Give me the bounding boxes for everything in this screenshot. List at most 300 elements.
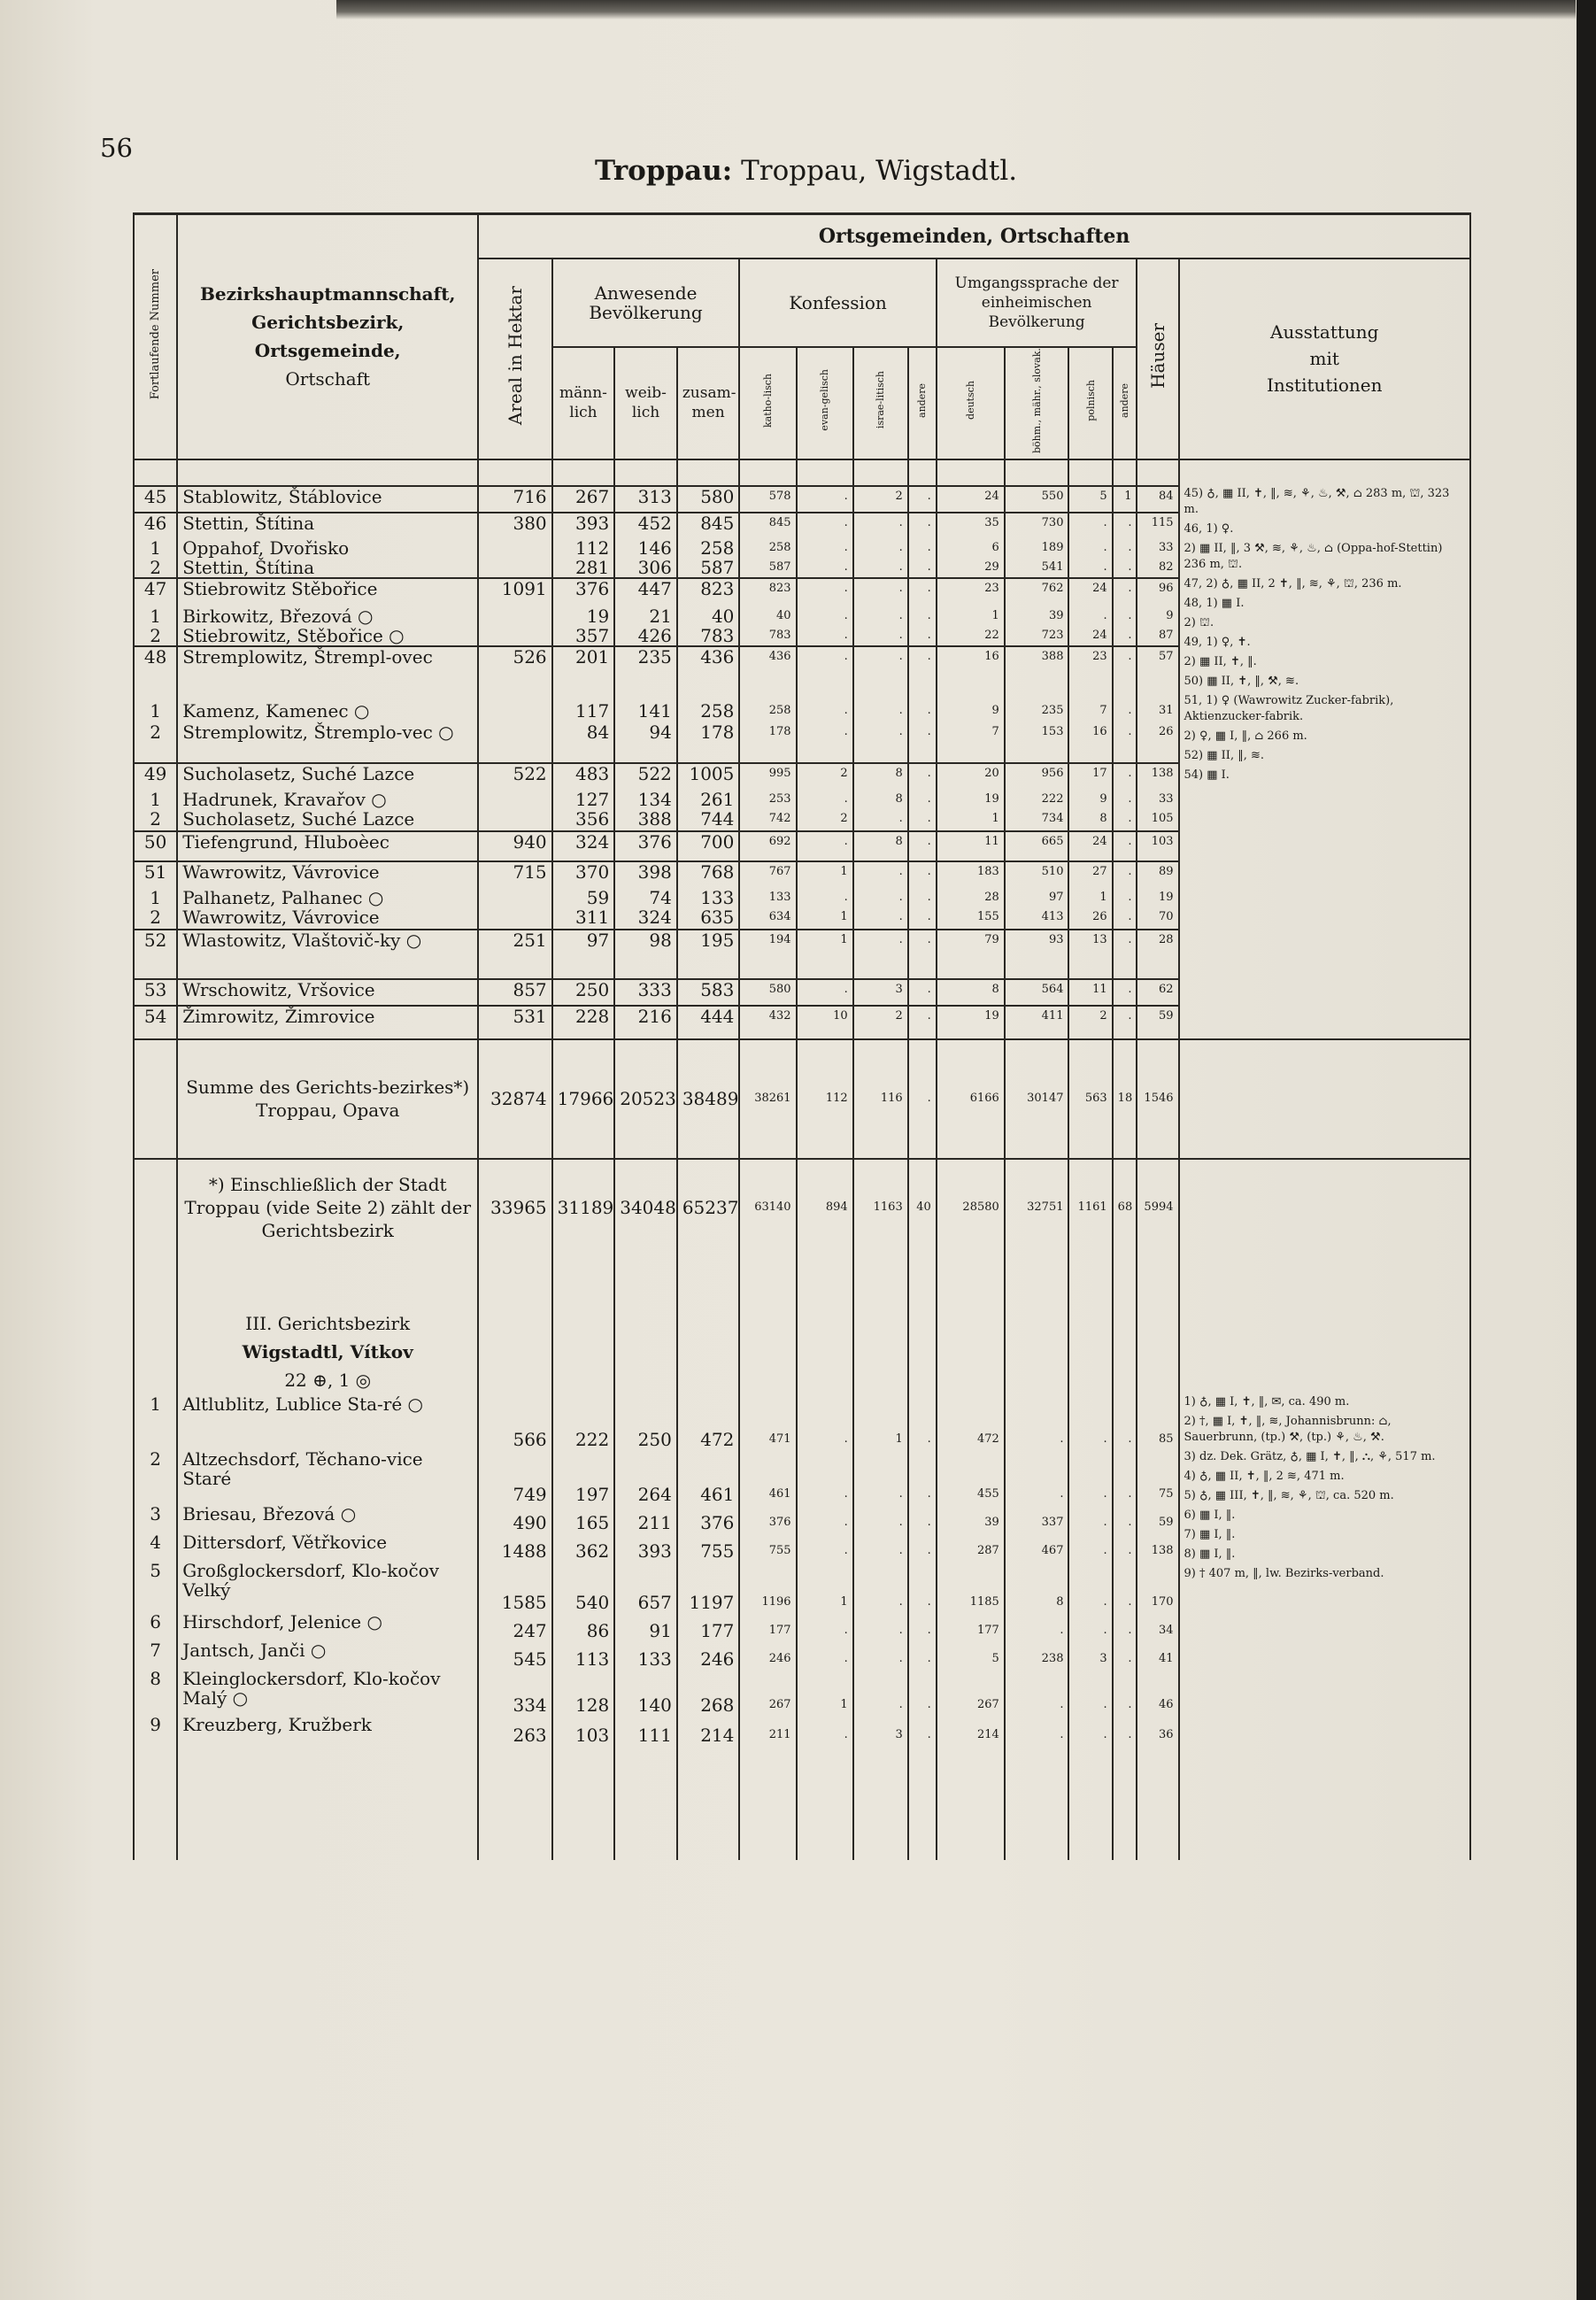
col-zusammen: zusam-men <box>677 347 740 459</box>
cell-m: 362 <box>552 1532 615 1561</box>
cell-b: 30147 <box>1005 1039 1069 1159</box>
place-name: Altlublitz, Lublice Sta-ré ○ <box>177 1394 478 1449</box>
cell-b: 32751 <box>1005 1159 1069 1256</box>
cell-h: 31 <box>1137 701 1178 722</box>
spacer-cell <box>853 1256 908 1394</box>
cell-m: 97 <box>552 930 615 979</box>
cell-k: 823 <box>739 578 796 606</box>
cell-i: 3 <box>853 1715 908 1745</box>
cell-z: 195 <box>677 930 740 979</box>
institution-entry: 9) † 407 m, ‖, lw. Bezirks-verband. <box>1184 1566 1384 1580</box>
spacer-cell <box>478 1745 551 1860</box>
col-maennlich: männ-lich <box>552 347 615 459</box>
cell-h: 138 <box>1137 763 1178 790</box>
cell-a: . <box>908 1715 937 1745</box>
cell-d: 22 <box>937 626 1005 646</box>
cell-d: 29 <box>937 558 1005 578</box>
cell-w: 522 <box>614 763 677 790</box>
place-name: Stettin, Štítina <box>177 558 478 578</box>
cell-i: . <box>853 606 908 626</box>
cell-a: . <box>908 1612 937 1640</box>
spacer-cell <box>1137 1256 1178 1394</box>
spacer-cell <box>1005 1256 1069 1394</box>
cell-m: 113 <box>552 1640 615 1669</box>
cell-a: . <box>908 646 937 701</box>
cell-k: 253 <box>739 790 796 809</box>
cell-o: . <box>1113 558 1137 578</box>
row-number: 54 <box>134 1006 177 1039</box>
cell-e: . <box>797 1532 853 1561</box>
cell-areal: 749 <box>478 1449 551 1504</box>
cell-h: 19 <box>1137 888 1178 907</box>
cell-w: 21 <box>614 606 677 626</box>
cell-m: 483 <box>552 763 615 790</box>
cell-m: 393 <box>552 513 615 538</box>
cell-e: 1 <box>797 930 853 979</box>
cell-p: 24 <box>1068 626 1112 646</box>
filler-row <box>134 1745 1470 1860</box>
cell-p: . <box>1068 1561 1112 1612</box>
cell-m: 250 <box>552 979 615 1006</box>
cell-k: 634 <box>739 907 796 930</box>
cell-areal <box>478 888 551 907</box>
row-number: 7 <box>134 1640 177 1669</box>
cell-p: 9 <box>1068 790 1112 809</box>
cell-a: . <box>908 930 937 979</box>
cell-m: 117 <box>552 701 615 722</box>
spacer-cell <box>937 459 1005 486</box>
cell-p: 13 <box>1068 930 1112 979</box>
cell-i: 3 <box>853 979 908 1006</box>
section-header-row <box>134 1256 1470 1394</box>
institution-entry: 3) dz. Dek. Grätz, ♁, ▦ I, ✝, ‖, ⛬, ⚘, 517 m. <box>1184 1449 1436 1463</box>
cell-w: 376 <box>614 831 677 861</box>
cell-z: 580 <box>677 486 740 513</box>
cell-a: . <box>908 763 937 790</box>
cell-e: 10 <box>797 1006 853 1039</box>
cell-p: 7 <box>1068 701 1112 722</box>
cell-b: 337 <box>1005 1504 1069 1532</box>
cell-w: 140 <box>614 1669 677 1715</box>
place-name: Kamenz, Kamenec ○ <box>177 701 478 722</box>
cell-z: 1005 <box>677 763 740 790</box>
row-number: 4 <box>134 1532 177 1561</box>
place-name: Hirschdorf, Jelenice ○ <box>177 1612 478 1640</box>
cell-z: 472 <box>677 1394 740 1449</box>
header-konfession: Konfession <box>739 259 936 347</box>
cell-z: 258 <box>677 701 740 722</box>
header-umgangssprache: Umgangssprache der einheimischen Bevölkerung <box>937 259 1137 347</box>
spacer-cell <box>478 459 551 486</box>
col-areal: Areal in Hektar <box>478 259 551 459</box>
cell-e: . <box>797 1640 853 1669</box>
col-weiblich: weib-lich <box>614 347 677 459</box>
section-line2: Wigstadtl, Vítkov <box>242 1340 413 1362</box>
cell-a: . <box>908 722 937 763</box>
cell-z: 444 <box>677 1006 740 1039</box>
row-number <box>134 1039 177 1159</box>
cell-m: 540 <box>552 1561 615 1612</box>
cell-k: 767 <box>739 861 796 888</box>
cell-e: 2 <box>797 809 853 831</box>
institution-entry: 52) ▦ II, ‖, ≋. <box>1184 748 1265 762</box>
spacer-cell <box>1005 459 1069 486</box>
census-table <box>133 212 1471 1860</box>
cell-areal: 522 <box>478 763 551 790</box>
spacer-cell <box>677 459 740 486</box>
cell-e: . <box>797 1715 853 1745</box>
spacer-cell <box>1113 459 1137 486</box>
cell-w: 398 <box>614 861 677 888</box>
spacer-cell <box>614 459 677 486</box>
cell-e: . <box>797 538 853 558</box>
institution-entry: 6) ▦ I, ‖. <box>1184 1508 1236 1522</box>
row-number: 1 <box>134 1394 177 1449</box>
spacer-cell <box>1068 1745 1112 1860</box>
cell-k: 995 <box>739 763 796 790</box>
cell-h: 28 <box>1137 930 1178 979</box>
cell-o: 1 <box>1113 486 1137 513</box>
spacer-cell <box>1179 1256 1470 1394</box>
cell-i: 2 <box>853 486 908 513</box>
cell-e: 1 <box>797 907 853 930</box>
cell-h: 89 <box>1137 861 1178 888</box>
place-name: Jantsch, Janči ○ <box>177 1640 478 1669</box>
cell-b: . <box>1005 1449 1069 1504</box>
cell-a: . <box>908 486 937 513</box>
cell-w: 306 <box>614 558 677 578</box>
row-number: 2 <box>134 626 177 646</box>
institution-entry: 47, 2) ♁, ▦ II, 2 ✝, ‖, ≋, ⚘, ⛫, 236 m. <box>1184 576 1402 590</box>
spacer-cell <box>739 1745 796 1860</box>
cell-a: . <box>908 1449 937 1504</box>
spacer-cell <box>853 1745 908 1860</box>
cell-i: . <box>853 1669 908 1715</box>
cell-w: 216 <box>614 1006 677 1039</box>
cell-h: 5994 <box>1137 1159 1178 1256</box>
cell-b: 665 <box>1005 831 1069 861</box>
summary-row <box>134 1039 1470 1159</box>
institution-entry: 50) ▦ II, ✝, ‖, ⚒, ≋. <box>1184 674 1299 688</box>
cell-z: 261 <box>677 790 740 809</box>
cell-i: 1163 <box>853 1159 908 1256</box>
cell-k: 692 <box>739 831 796 861</box>
cell-d: 177 <box>937 1612 1005 1640</box>
cell-o: . <box>1113 646 1137 701</box>
cell-areal <box>478 701 551 722</box>
institution-entry: 51, 1) ♀ (Wawrowitz Zucker-fabrik), Aktienzucker-fabrik. <box>1184 693 1398 723</box>
cell-m: 370 <box>552 861 615 888</box>
cell-d: 23 <box>937 578 1005 606</box>
cell-e: . <box>797 701 853 722</box>
place-name: Sucholasetz, Suché Lazce <box>177 763 478 790</box>
cell-i: 1 <box>853 1394 908 1449</box>
spacer-cell <box>614 1745 677 1860</box>
cell-k: 38261 <box>739 1039 796 1159</box>
row-number: 1 <box>134 888 177 907</box>
cell-e: . <box>797 790 853 809</box>
cell-areal <box>478 538 551 558</box>
cell-b: 541 <box>1005 558 1069 578</box>
spacer-cell <box>739 1256 796 1394</box>
col-konf-andere: andere <box>908 347 937 459</box>
spacer-cell <box>1068 459 1112 486</box>
cell-d: 6 <box>937 538 1005 558</box>
cell-w: 133 <box>614 1640 677 1669</box>
cell-w: 141 <box>614 701 677 722</box>
cell-e: . <box>797 626 853 646</box>
place-name: Stremplowitz, Štrempl-ovec <box>177 646 478 701</box>
cell-o: 68 <box>1113 1159 1137 1256</box>
row-number: 46 <box>134 513 177 538</box>
cell-areal <box>478 809 551 831</box>
cell-d: 287 <box>937 1532 1005 1561</box>
cell-p: 23 <box>1068 646 1112 701</box>
cell-h: 170 <box>1137 1561 1178 1612</box>
place-name: Wawrowitz, Vávrovice <box>177 861 478 888</box>
place-name: Stiebrowitz, Stěbořice ○ <box>177 626 478 646</box>
cell-d: 28580 <box>937 1159 1005 1256</box>
cell-areal: 531 <box>478 1006 551 1039</box>
cell-k: 376 <box>739 1504 796 1532</box>
cell-d: 11 <box>937 831 1005 861</box>
cell-i: 8 <box>853 763 908 790</box>
cell-o: . <box>1113 831 1137 861</box>
cell-k: 133 <box>739 888 796 907</box>
cell-areal: 33965 <box>478 1159 551 1256</box>
cell-e: . <box>797 646 853 701</box>
cell-areal: 490 <box>478 1504 551 1532</box>
cell-d: 16 <box>937 646 1005 701</box>
title-bold: Troppau: <box>595 155 733 187</box>
cell-z: 783 <box>677 626 740 646</box>
cell-h: 36 <box>1137 1715 1178 1745</box>
institutions-cell <box>1179 486 1470 1039</box>
cell-p: . <box>1068 1449 1112 1504</box>
cell-p: . <box>1068 1669 1112 1715</box>
cell-o: . <box>1113 907 1137 930</box>
cell-k: 742 <box>739 809 796 831</box>
institutions-empty <box>1179 1159 1470 1256</box>
place-name: Hadrunek, Kravařov ○ <box>177 790 478 809</box>
cell-areal: 247 <box>478 1612 551 1640</box>
spacer-cell <box>908 1256 937 1394</box>
cell-h: 33 <box>1137 538 1178 558</box>
cell-z: 178 <box>677 722 740 763</box>
cell-p: . <box>1068 1612 1112 1640</box>
institution-entry: 49, 1) ♀, ✝. <box>1184 635 1251 649</box>
cell-b: 510 <box>1005 861 1069 888</box>
cell-k: 258 <box>739 538 796 558</box>
cell-m: 311 <box>552 907 615 930</box>
cell-k: 194 <box>739 930 796 979</box>
cell-b: 189 <box>1005 538 1069 558</box>
cell-w: 94 <box>614 722 677 763</box>
title-rest: Troppau, Wigstadtl. <box>732 155 1018 187</box>
cell-p: 1 <box>1068 888 1112 907</box>
row-number: 2 <box>134 907 177 930</box>
spacer-cell <box>1179 459 1470 486</box>
cell-z: 40 <box>677 606 740 626</box>
cell-areal <box>478 790 551 809</box>
cell-k: 845 <box>739 513 796 538</box>
cell-d: 214 <box>937 1715 1005 1745</box>
cell-h: 115 <box>1137 513 1178 538</box>
cell-b: 730 <box>1005 513 1069 538</box>
place-name: Stremplowitz, Štremplo-vec ○ <box>177 722 478 763</box>
cell-h: 96 <box>1137 578 1178 606</box>
spacer-cell <box>1113 1256 1137 1394</box>
cell-e: . <box>797 1504 853 1532</box>
cell-h: 57 <box>1137 646 1178 701</box>
cell-z: 1197 <box>677 1561 740 1612</box>
cell-p: . <box>1068 1394 1112 1449</box>
place-name: Wlastowitz, Vlaštovič-ky ○ <box>177 930 478 979</box>
spacer-cell <box>1068 1256 1112 1394</box>
cell-i: . <box>853 722 908 763</box>
cell-areal: 545 <box>478 1640 551 1669</box>
cell-i: 8 <box>853 831 908 861</box>
cell-h: 26 <box>1137 722 1178 763</box>
cell-p: . <box>1068 538 1112 558</box>
cell-m: 103 <box>552 1715 615 1745</box>
cell-e: . <box>797 1449 853 1504</box>
cell-p: 1161 <box>1068 1159 1112 1256</box>
cell-k: 587 <box>739 558 796 578</box>
cell-b: 388 <box>1005 646 1069 701</box>
cell-areal: 263 <box>478 1715 551 1745</box>
cell-w: 313 <box>614 486 677 513</box>
cell-areal: 857 <box>478 979 551 1006</box>
cell-d: 8 <box>937 979 1005 1006</box>
cell-w: 333 <box>614 979 677 1006</box>
cell-p: 563 <box>1068 1039 1112 1159</box>
cell-k: 246 <box>739 1640 796 1669</box>
cell-w: 34048 <box>614 1159 677 1256</box>
cell-w: 91 <box>614 1612 677 1640</box>
cell-h: 138 <box>1137 1532 1178 1561</box>
cell-d: 79 <box>937 930 1005 979</box>
cell-h: 59 <box>1137 1006 1178 1039</box>
cell-k: 40 <box>739 606 796 626</box>
col-polnisch: polnisch <box>1068 347 1112 459</box>
row-number <box>134 1159 177 1256</box>
cell-o: . <box>1113 930 1137 979</box>
row-number: 2 <box>134 722 177 763</box>
place-name: Kleinglockersdorf, Klo-kočov Malý ○ <box>177 1669 478 1715</box>
cell-areal: 566 <box>478 1394 551 1449</box>
cell-areal: 1585 <box>478 1561 551 1612</box>
cell-w: 134 <box>614 790 677 809</box>
cell-a: 40 <box>908 1159 937 1256</box>
cell-w: 452 <box>614 513 677 538</box>
spacer-cell <box>1137 1745 1178 1860</box>
row-number: 8 <box>134 1669 177 1715</box>
spacer-cell <box>552 1745 615 1860</box>
cell-m: 128 <box>552 1669 615 1715</box>
cell-areal: 526 <box>478 646 551 701</box>
cell-p: 17 <box>1068 763 1112 790</box>
cell-z: 583 <box>677 979 740 1006</box>
institution-entry: 2) †, ▦ I, ✝, ‖, ≋, Johannisbrunn: ⌂, Sauerbrunn, (tp.) ⚒, (tp.) ⚘, ♨, ⚒. <box>1184 1414 1395 1444</box>
cell-o: . <box>1113 538 1137 558</box>
row-number: 50 <box>134 831 177 861</box>
cell-m: 324 <box>552 831 615 861</box>
cell-k: 267 <box>739 1669 796 1715</box>
cell-d: 20 <box>937 763 1005 790</box>
cell-z: 214 <box>677 1715 740 1745</box>
spacer-cell <box>552 459 615 486</box>
cell-d: 1185 <box>937 1561 1005 1612</box>
cell-h: 33 <box>1137 790 1178 809</box>
cell-z: 768 <box>677 861 740 888</box>
cell-a: . <box>908 626 937 646</box>
cell-i: . <box>853 888 908 907</box>
cell-w: 98 <box>614 930 677 979</box>
cell-o: . <box>1113 809 1137 831</box>
cell-h: 1546 <box>1137 1039 1178 1159</box>
col-israelitisch: israe-litisch <box>853 347 908 459</box>
cell-w: 657 <box>614 1561 677 1612</box>
cell-d: 9 <box>937 701 1005 722</box>
institution-entry: 5) ♁, ▦ III, ✝, ‖, ≋, ⚘, ⛫, ca. 520 m. <box>1184 1488 1394 1502</box>
cell-b: 723 <box>1005 626 1069 646</box>
cell-h: 82 <box>1137 558 1178 578</box>
col-lang-andere: andere <box>1113 347 1137 459</box>
cell-i: . <box>853 701 908 722</box>
cell-o: . <box>1113 1612 1137 1640</box>
cell-i: . <box>853 907 908 930</box>
cell-k: 461 <box>739 1449 796 1504</box>
cell-k: 783 <box>739 626 796 646</box>
cell-p: 24 <box>1068 831 1112 861</box>
cell-o: . <box>1113 888 1137 907</box>
cell-z: 65237 <box>677 1159 740 1256</box>
cell-d: 183 <box>937 861 1005 888</box>
cell-m: 59 <box>552 888 615 907</box>
cell-m: 357 <box>552 626 615 646</box>
cell-i: 8 <box>853 790 908 809</box>
cell-o: . <box>1113 1504 1137 1532</box>
cell-h: 75 <box>1137 1449 1178 1504</box>
cell-a: . <box>908 861 937 888</box>
cell-m: 281 <box>552 558 615 578</box>
cell-a: . <box>908 907 937 930</box>
cell-o: . <box>1113 1532 1137 1561</box>
spacer-cell <box>908 1745 937 1860</box>
spacer-cell <box>552 1256 615 1394</box>
col-boehm: böhm., mähr., slovak. <box>1005 347 1069 459</box>
cell-k: 471 <box>739 1394 796 1449</box>
cell-z: 744 <box>677 809 740 831</box>
spacer-cell <box>677 1256 740 1394</box>
cell-areal <box>478 558 551 578</box>
spacer-cell <box>1179 1745 1470 1860</box>
cell-d: 267 <box>937 1669 1005 1715</box>
cell-k: 211 <box>739 1715 796 1745</box>
cell-m: 197 <box>552 1449 615 1504</box>
place-name: Stiebrowitz Stěbořice <box>177 578 478 606</box>
cell-b: . <box>1005 1612 1069 1640</box>
col-katholisch: katho-lisch <box>739 347 796 459</box>
cell-w: 74 <box>614 888 677 907</box>
cell-d: 5 <box>937 1640 1005 1669</box>
cell-m: 84 <box>552 722 615 763</box>
cell-i: . <box>853 513 908 538</box>
cell-areal <box>478 907 551 930</box>
cell-i: . <box>853 1449 908 1504</box>
institution-entry: 1) ♁, ▦ I, ✝, ‖, ✉, ca. 490 m. <box>1184 1394 1350 1409</box>
